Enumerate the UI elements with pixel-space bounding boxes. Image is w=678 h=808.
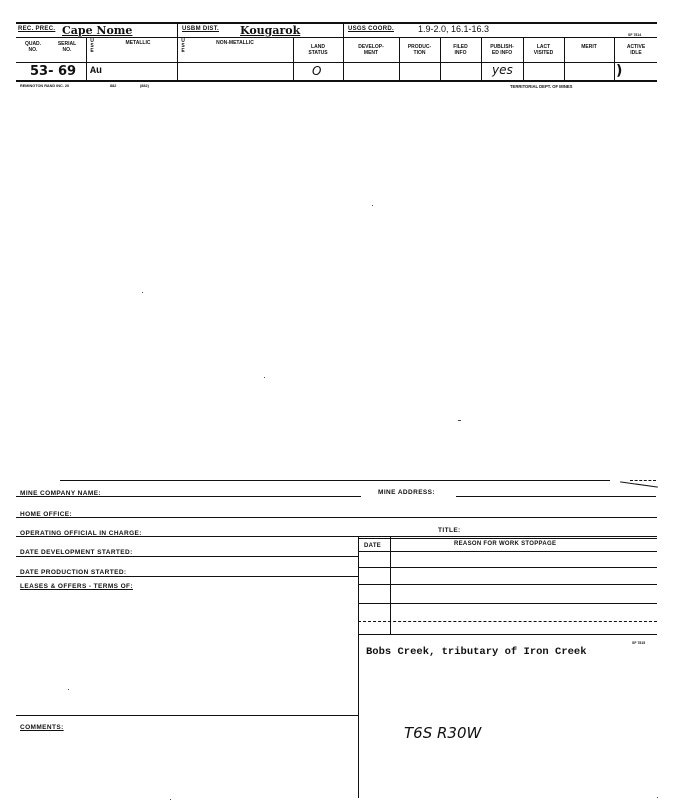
header-merit: MERIT: [581, 44, 597, 50]
scan-speck: [264, 377, 265, 378]
mine-company-name-label: MINE COMPANY NAME:: [20, 490, 101, 497]
date-development-started-label: DATE DEVELOPMENT STARTED:: [20, 549, 133, 556]
usbm-dist-value: Kougarok: [240, 24, 301, 37]
comments-label: COMMENTS:: [20, 724, 64, 731]
location-description: Bobs Creek, tributary of Iron Creek: [366, 646, 587, 658]
usgs-coord-value: 1.9-2.0, 16.1-16.3: [418, 24, 490, 34]
date-column-header: DATE: [364, 543, 382, 549]
scan-speck: [142, 292, 143, 293]
header-quad-no: QUAD. NO.: [24, 41, 42, 53]
header-last-visited: LACT VISITED: [533, 44, 554, 56]
quad-serial-value: 53- 69: [30, 64, 77, 79]
land-status-value: O: [312, 64, 322, 78]
title-label: TITLE:: [438, 527, 461, 534]
form-number-top: SF 7814: [628, 33, 642, 37]
operating-official-label: OPERATING OFFICIAL IN CHARGE:: [20, 530, 142, 537]
scan-speck: [372, 205, 373, 206]
header-filed-info: FILED INFO: [453, 44, 468, 56]
scan-speck: [458, 420, 461, 421]
department-imprint: TERRITORIAL DEPT. OF MINES: [510, 84, 573, 89]
header-active-idle: ACTIVE IDLE: [626, 44, 646, 56]
form-number-bottom: SF 7815: [632, 641, 646, 645]
header-metallic: METALLIC: [125, 40, 151, 46]
header-serial-no: SERIAL NO.: [57, 41, 77, 53]
rec-prec-label: REC. PREC.: [18, 26, 56, 32]
reason-column-header: REASON FOR WORK STOPPAGE: [454, 541, 557, 547]
header-development: DEVELOP- MENT: [358, 44, 384, 56]
header-non-metallic: NON-METALLIC: [216, 40, 254, 46]
scan-speck: [170, 799, 171, 800]
usgs-coord-label: USGS COORD.: [348, 26, 394, 32]
header-published-info: PUBLISH- ED INFO: [490, 44, 514, 56]
usbm-dist-label: USBM DIST.: [182, 26, 220, 32]
header-use-metallic: U S E: [90, 38, 94, 54]
header-land-status: LAND STATUS: [308, 44, 328, 56]
printer-code-2: (882): [140, 84, 149, 88]
home-office-label: HOME OFFICE:: [20, 511, 73, 518]
mine-address-label: MINE ADDRESS:: [378, 489, 435, 496]
scan-speck: [68, 689, 69, 690]
rec-prec-value: Cape Nome: [62, 24, 133, 37]
published-info-value: yes: [492, 63, 513, 77]
leases-offers-label: LEASES & OFFERS - TERMS OF:: [20, 583, 133, 590]
date-production-started-label: DATE PRODUCTION STARTED:: [20, 569, 127, 576]
header-production: PRODUC- TION: [407, 44, 432, 56]
active-idle-value: ): [616, 63, 623, 79]
metallic-value: Au: [90, 66, 103, 77]
header-use-nonmetallic: U S E: [181, 38, 185, 54]
scan-speck: [657, 797, 658, 798]
printer-code: 882: [110, 84, 117, 88]
printer-imprint: REMINGTON RAND INC. 20: [20, 84, 70, 88]
township-range-handwritten: T6S R30W: [404, 724, 482, 742]
